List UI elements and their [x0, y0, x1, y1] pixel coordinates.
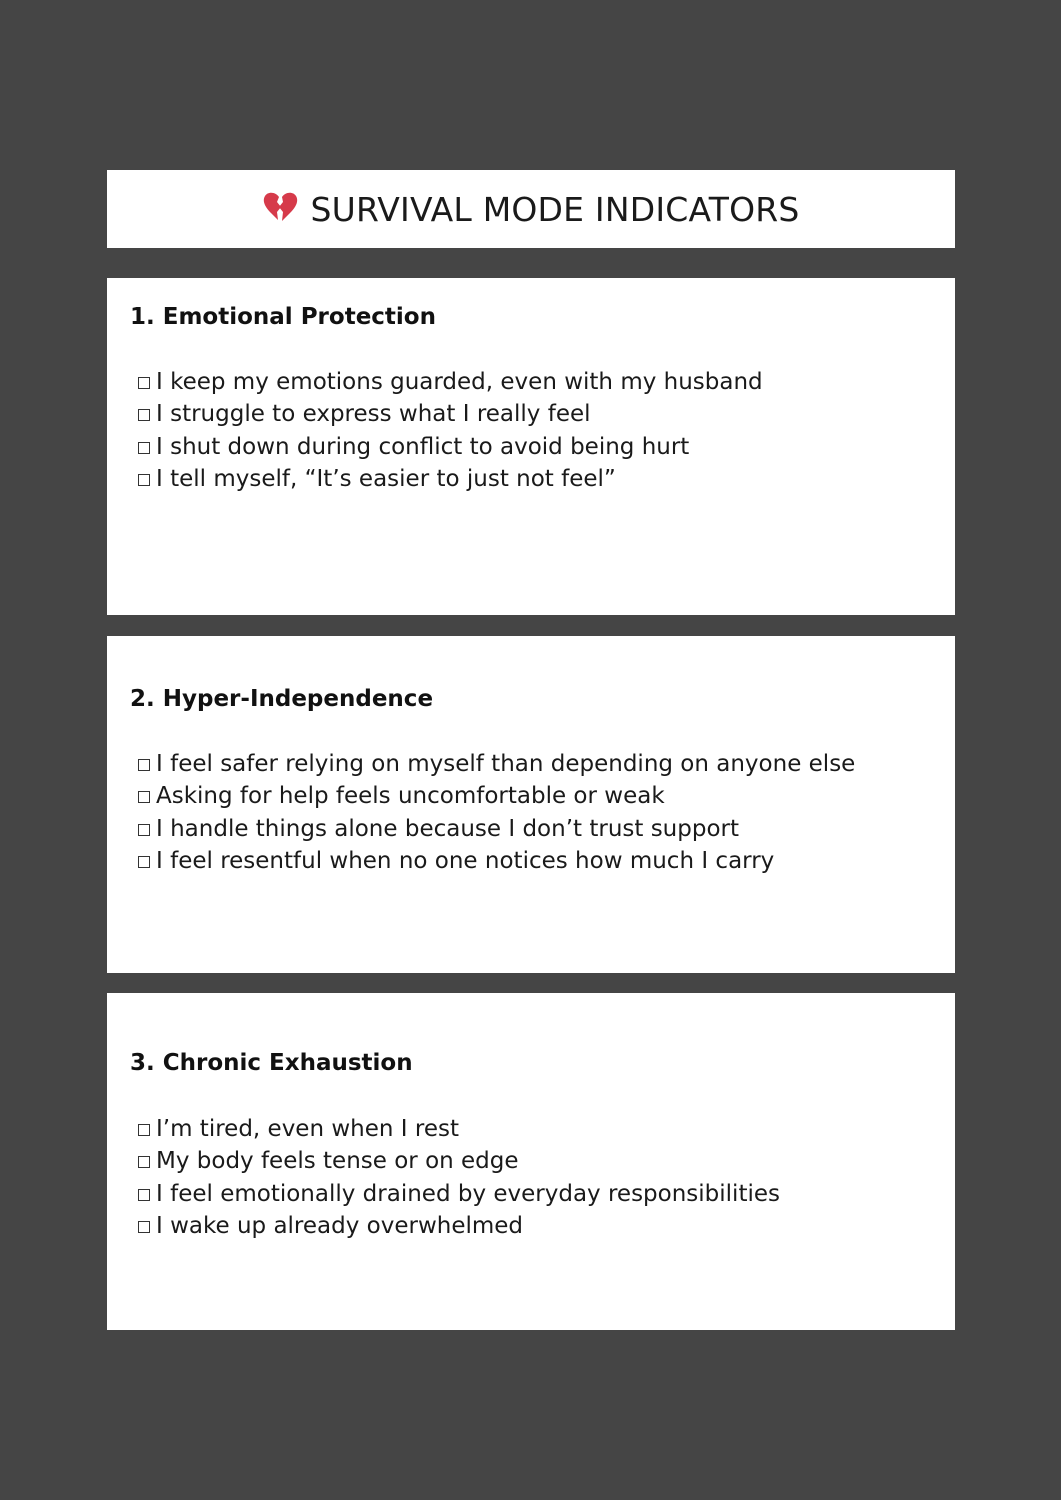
- checkbox[interactable]: [138, 409, 150, 421]
- checklist-item-text: I tell myself, “It’s easier to just not feel”: [156, 465, 616, 492]
- title-banner: [107, 170, 955, 248]
- broken-heart-icon: [262, 189, 298, 225]
- checklist-item[interactable]: [138, 366, 763, 398]
- checklist-item[interactable]: [138, 780, 855, 812]
- checklist-item[interactable]: [138, 813, 855, 845]
- section-card-chronic-exhaustion: [107, 993, 955, 1330]
- checkbox[interactable]: [138, 377, 150, 389]
- checklist-item-text: I shut down during conflict to avoid being hurt: [156, 433, 690, 460]
- checkbox[interactable]: [138, 1221, 150, 1233]
- checklist: [138, 1113, 780, 1242]
- checkbox[interactable]: [138, 474, 150, 486]
- checkbox[interactable]: [138, 1156, 150, 1168]
- checklist-item-text: I wake up already overwhelmed: [156, 1212, 524, 1239]
- page-title: SURVIVAL MODE INDICATORS: [310, 189, 800, 229]
- checklist-item-text: I keep my emotions guarded, even with my husband: [156, 369, 763, 395]
- checkbox[interactable]: [138, 856, 150, 868]
- checklist-item[interactable]: [138, 1178, 780, 1210]
- checkbox[interactable]: [138, 1124, 150, 1136]
- checkbox[interactable]: [138, 1189, 150, 1201]
- checklist-item-text: I feel emotionally drained by everyday responsibilities: [156, 1180, 780, 1207]
- section-card-emotional-protection: [107, 278, 955, 615]
- checklist: [138, 748, 855, 877]
- checklist-item-text: My body feels tense or on edge: [156, 1148, 519, 1175]
- section-heading: 3. Chronic Exhaustion: [130, 1050, 413, 1076]
- section-card-hyper-independence: [107, 636, 955, 973]
- checklist-item[interactable]: [138, 845, 855, 877]
- checklist-item-text: I handle things alone because I don’t trust support: [156, 815, 740, 842]
- checkbox[interactable]: [138, 442, 150, 454]
- checklist-item[interactable]: [138, 1113, 780, 1145]
- checkbox[interactable]: [138, 791, 150, 803]
- section-heading: 1. Emotional Protection: [130, 304, 436, 330]
- checklist-item[interactable]: [138, 1210, 780, 1242]
- checklist-item-text: I feel safer relying on myself than depending on anyone else: [156, 751, 856, 777]
- checklist-item-text: I struggle to express what I really feel: [156, 401, 591, 428]
- checklist-item[interactable]: [138, 398, 763, 430]
- checklist: [138, 366, 763, 495]
- checkbox[interactable]: [138, 824, 150, 836]
- section-heading: 2. Hyper-Independence: [130, 686, 434, 712]
- checklist-item[interactable]: [138, 748, 855, 780]
- checklist-item[interactable]: [138, 1145, 780, 1177]
- checklist-item-text: I feel resentful when no one notices how much I carry: [156, 847, 775, 874]
- checklist-item[interactable]: [138, 431, 763, 463]
- checklist-item[interactable]: [138, 463, 763, 495]
- checklist-item-text: I’m tired, even when I rest: [156, 1116, 459, 1142]
- checkbox[interactable]: [138, 759, 150, 771]
- checklist-item-text: Asking for help feels uncomfortable or weak: [156, 783, 665, 810]
